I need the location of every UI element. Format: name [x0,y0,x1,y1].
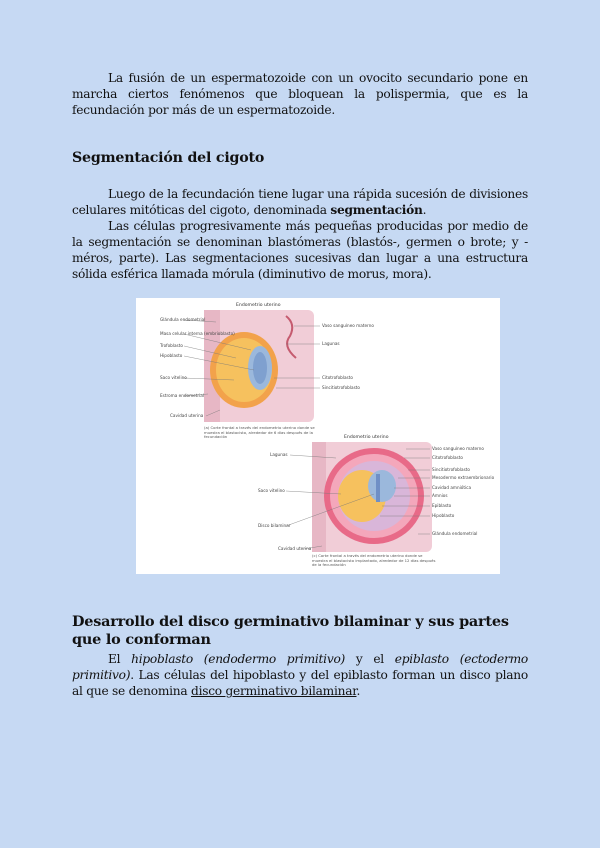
label-trofoblasto: Trofoblasto [160,343,183,348]
section-title-segmentacion: Segmentación del cigoto [72,150,265,166]
bottom-amniotic-cavity [368,470,396,502]
bottom-panel-title: Endometrio uterino [344,435,389,440]
label-cavidad-uterina-a: Cavidad uterina [170,413,204,418]
label-saco-vitelino-c: Saco vitelino [258,488,285,493]
label-citotrofoblasto-c: Citotrofoblasto [432,455,463,460]
label-amnios: Amnios [432,493,448,498]
label-estroma-endometrial: Estroma endometrial [160,393,204,398]
term-segmentacion: segmentación [330,203,423,217]
label-mesodermo-extraembrionario: Mesodermo extraembrionario [432,475,495,480]
label-lagunas-a: Lagunas [322,341,340,346]
figure-illustration [136,298,500,574]
section-title-disco-bilaminar: Desarrollo del disco germinativo bilaminar y sus partes que lo conforman [72,613,509,648]
top-panel-caption: (a) Corte frontal a través del endometrio uterino donde se muestra el blastocisto, alrededor de 6 días después de la fecundación [204,426,315,440]
term-disco-germinativo-bilaminar: disco germinativo bilaminar [191,684,357,698]
term-hipoblasto: hipoblasto (endodermo primitivo) [131,652,346,666]
label-masa-celular-interna: Masa celular interna (embrioblasto) [160,331,235,336]
label-saco-vitelino-a: Saco vitelino [160,375,187,380]
label-glandula-endometrial-a: Glándula endometrial [160,317,206,322]
label-vaso-sanguineo-c: Vaso sanguíneo materno [432,446,484,451]
label-hipoblasto-c: Hipoblasto [432,513,455,518]
top-panel-title: Endometrio uterino [236,303,281,308]
label-citotrofoblasto-a: Citotrofoblasto [322,375,353,380]
label-hipoblasto-a: Hipoblasto [160,353,183,358]
label-cavidad-amniotica: Cavidad amniótica [432,485,472,490]
label-epiblasto: Epiblasto [432,503,452,508]
bottom-bilaminar-disc [376,474,380,502]
label-glandula-endometrial-c: Glándula endometrial [432,531,478,536]
disco-bilaminar-paragraph: El hipoblasto (endodermo primitivo) y el epiblasto (ectodermo primitivo). Las células del hipoblasto y del epiblasto forman un disco plano al que se denomina disco germinativo bilaminar. [72,652,528,698]
label-lagunas-c: Lagunas [270,452,288,457]
label-vaso-sanguineo-a: Vaso sanguíneo materno [322,323,374,328]
term-epiblasto: epiblasto (ectodermo primitivo) [72,652,528,682]
intro-paragraph: La fusión de un espermatozoide con un ovocito secundario pone en marcha ciertos fenómenos que bloquean la polispermia, que es la fecundación por más de un espermatozoide. [72,71,528,117]
label-cavidad-uterina-c: Cavidad uterina [278,546,312,551]
bottom-panel-caption: (c) Corte frontal a través del endometrio uterino donde se muestra el blastocisto implantado, alrededor de 12 días después de la fecundación [312,554,436,568]
segmentacion-paragraph-2: Las células progresivamente más pequeñas producidas por medio de la segmentación se denominan blastómeras (blastós-, germen o brote; y -méros, parte). Las segmentaciones sucesivas dan lugar a una estructura sólida esférica llamada mórula (diminutivo de morus, mora). [72,219,528,281]
segmentacion-paragraph-1: Luego de la fecundación tiene lugar una rápida sucesión de divisiones celulares mitóticas del cigoto, denominada segmentación. [72,187,528,217]
label-sincitiotrofoblasto-a: Sincitiotrofoblasto [322,385,360,390]
label-disco-bilaminar: Disco bilaminar [258,523,291,528]
label-sincitiotrofoblasto-c: Sincitiotrofoblasto [432,467,470,472]
blastocyst-implantation-figure [136,298,500,574]
